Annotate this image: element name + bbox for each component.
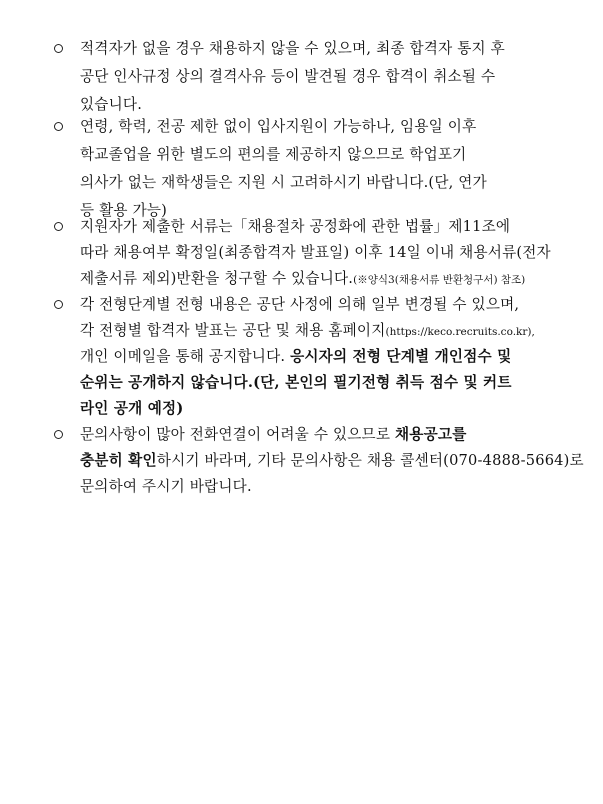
notice-text-line: 지원자가 제출한 서류는「채용절차 공정화에 관한 법률」제11조에: [80, 218, 511, 235]
notice-text: 하시기 바라며, 기타 문의사항은 채용 콜센터(070-4888-5664)로: [156, 452, 584, 469]
notice-text-line: 따라 채용여부 확정일(최종합격자 발표일) 이후 14일 이내 채용서류(전자: [80, 244, 551, 261]
circle-bullet-icon: [54, 430, 63, 439]
notice-text-line: [80, 322, 535, 341]
notice-emphasis-line: 라인 공개 예정): [80, 400, 184, 417]
notice-text: 개인 이메일을 통해 공지합니다.: [80, 348, 291, 365]
notice-text-line: 학교졸업을 위한 별도의 편의를 제공하지 않으므로 학업포기: [80, 146, 467, 163]
notice-text-line: [80, 270, 525, 289]
notice-text-line: [80, 426, 467, 444]
circle-bullet-icon: [54, 300, 63, 309]
circle-bullet-icon: [54, 44, 63, 53]
notice-text-line: 적격자가 없을 경우 채용하지 않을 수 있으며, 최종 합격자 통지 후: [80, 40, 505, 57]
notice-text: 제출서류 제외)반환을 청구할 수 있습니다.: [80, 270, 354, 287]
notice-text: 문의사항이 많아 전화연결이 어려울 수 있으므로: [80, 426, 395, 443]
form-reference-note: (※양식3(채용서류 반환청구서) 참조): [353, 274, 526, 286]
notice-text-line: [80, 452, 584, 470]
notice-emphasis: 충분히 확인: [80, 452, 157, 469]
notice-text: 각 전형별 합격자 발표는 공단 및 채용 홈페이지: [80, 322, 386, 339]
notice-text-line: 각 전형단계별 전형 내용은 공단 사정에 의해 일부 변경될 수 있으며,: [80, 296, 520, 313]
notice-emphasis-line: 순위는 공개하지 않습니다.(단, 본인의 필기전형 취득 점수 및 커트: [80, 374, 512, 391]
circle-bullet-icon: [54, 122, 63, 131]
notice-text-line: [80, 348, 511, 366]
notice-emphasis: 채용공고를: [395, 426, 467, 443]
notice-emphasis: 응시자의 전형 단계별 개인점수 및: [290, 348, 512, 365]
homepage-url: (https://keco.recruits.co.kr),: [385, 326, 535, 338]
notice-text-line: 연령, 학력, 전공 제한 없이 입사지원이 가능하나, 임용일 이후: [80, 118, 477, 135]
notice-text-line: 공단 인사규정 상의 결격사유 등이 발견될 경우 합격이 취소될 수: [80, 68, 496, 85]
notice-text-line: 등 활용 가능): [80, 202, 168, 219]
notice-text-line: 문의하여 주시기 바랍니다.: [80, 478, 252, 495]
circle-bullet-icon: [54, 222, 63, 231]
notice-text-line: 있습니다.: [80, 96, 143, 113]
notice-text-line: 의사가 없는 재학생들은 지원 시 고려하시기 바랍니다.(단, 연가: [80, 174, 487, 191]
